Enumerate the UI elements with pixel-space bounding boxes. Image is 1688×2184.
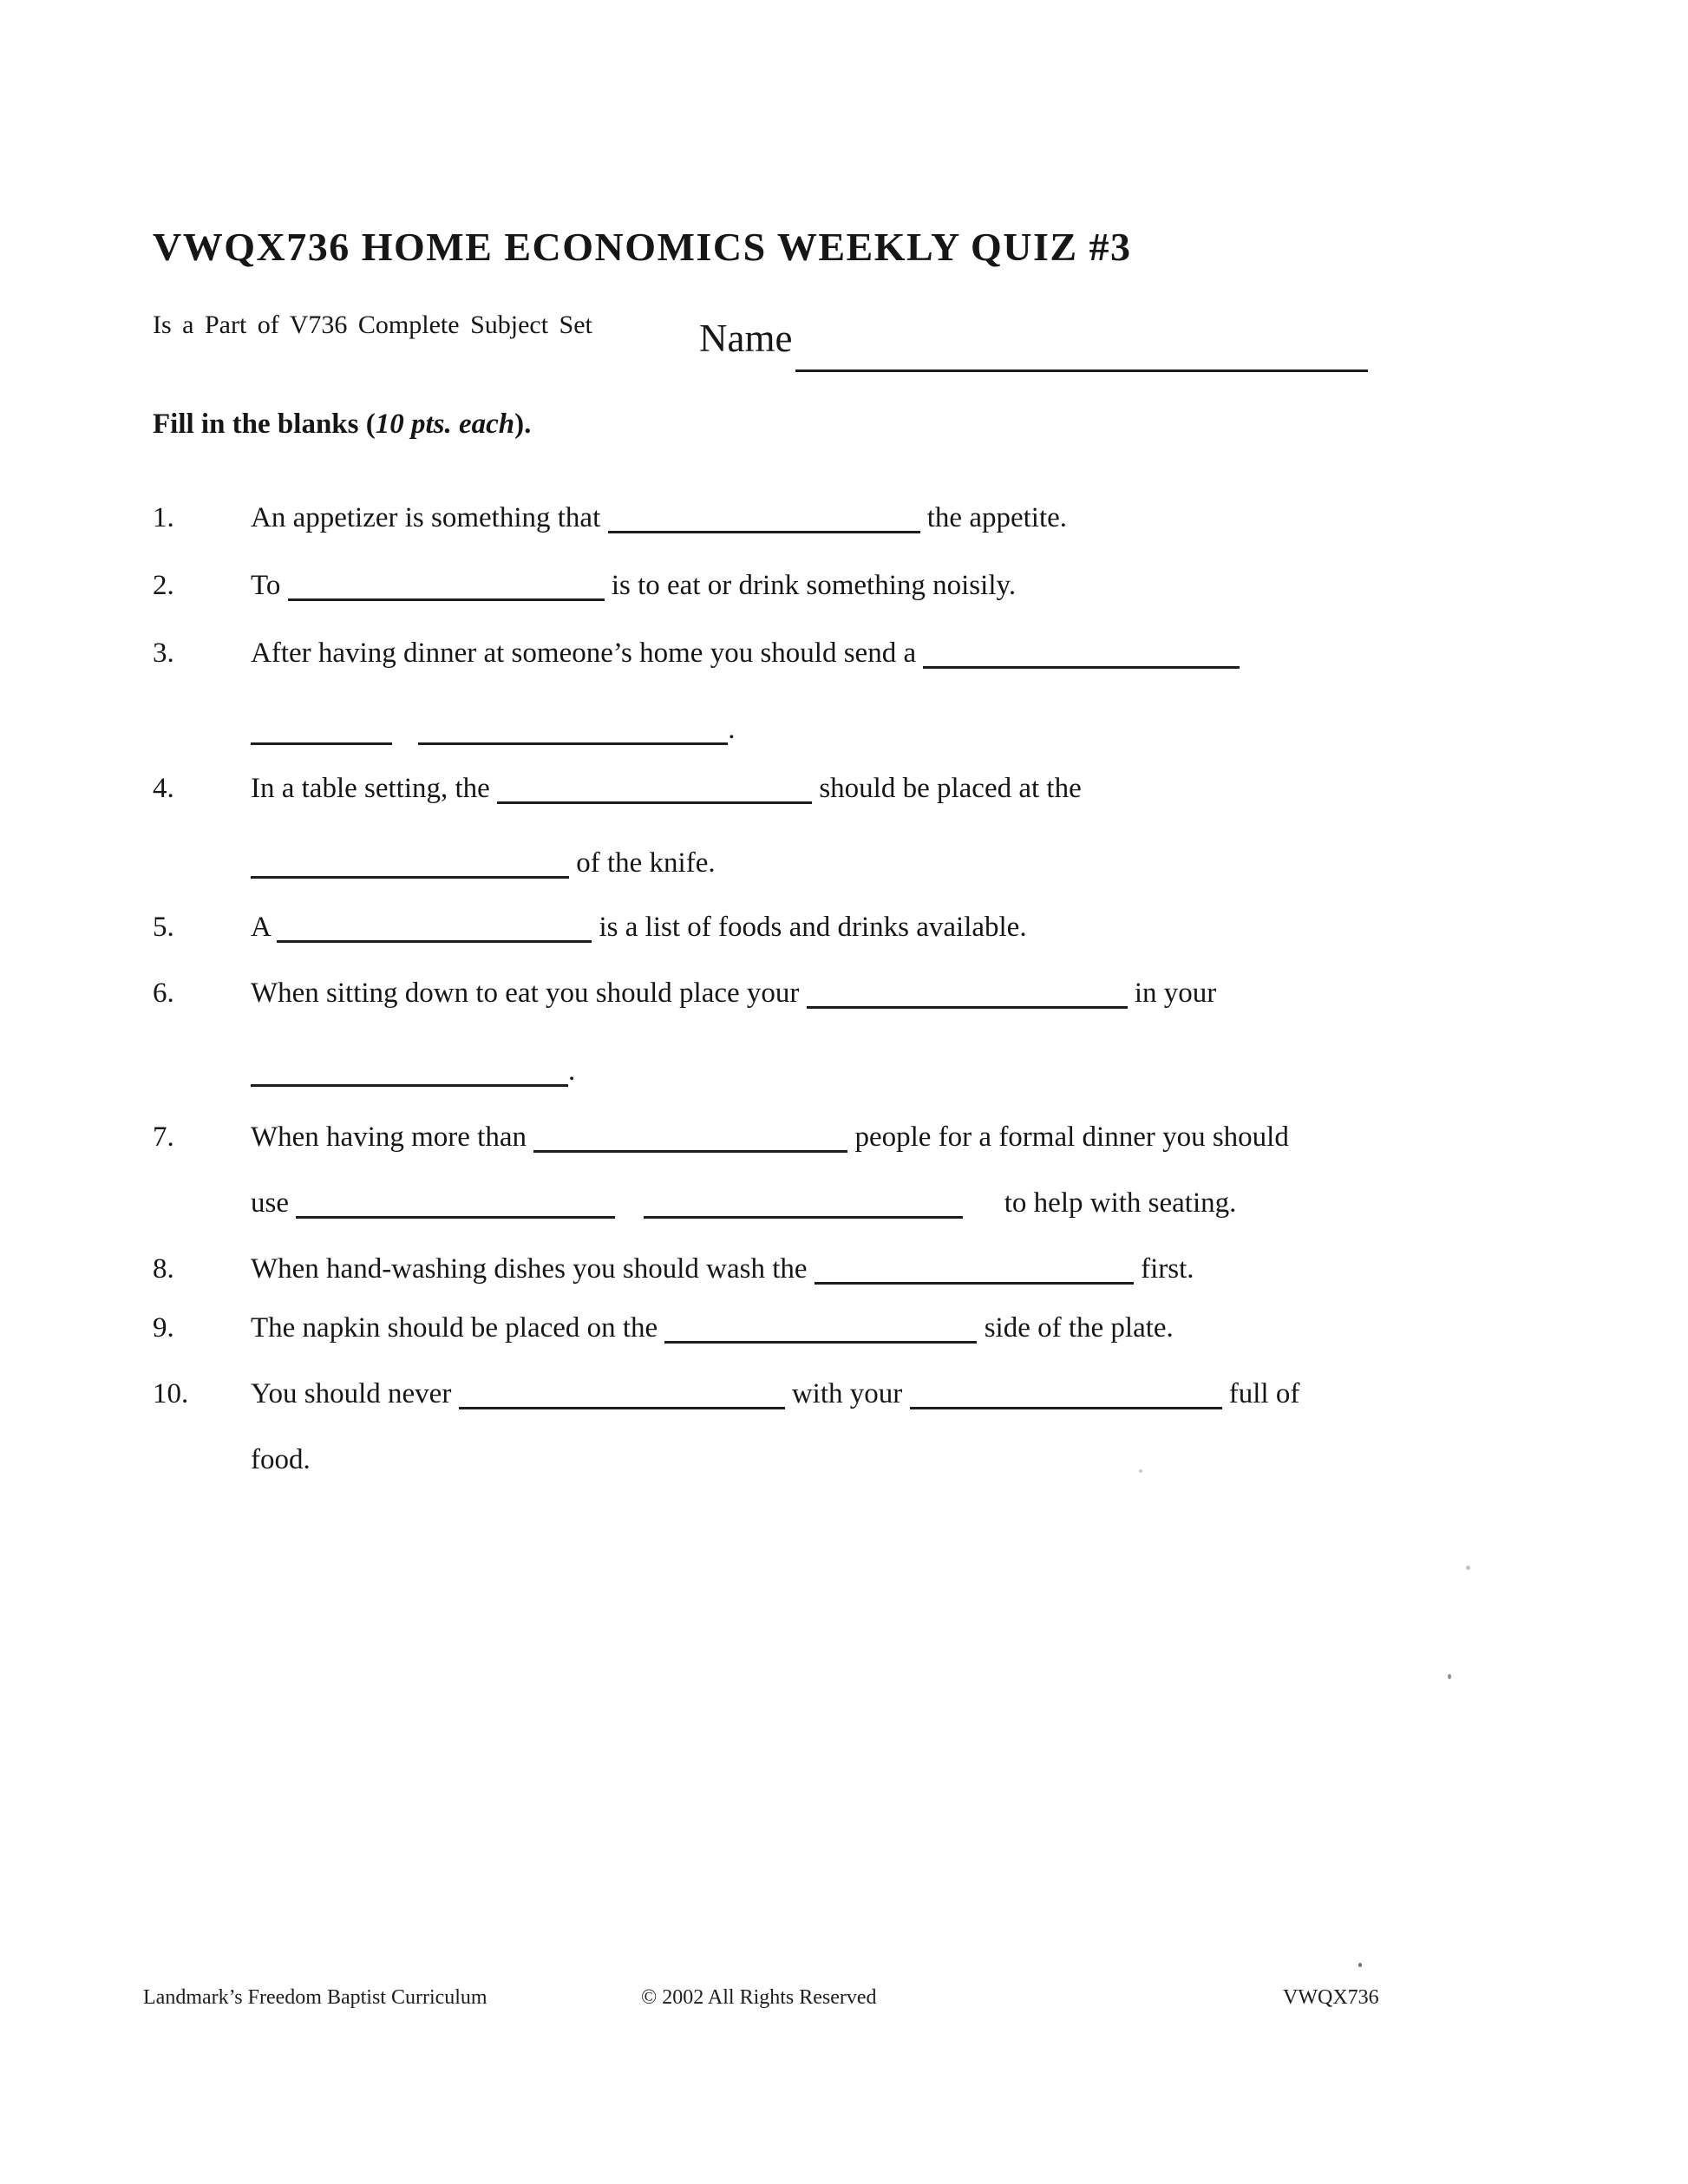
name-input-line[interactable]: [795, 345, 1368, 372]
question-body: [251, 1442, 311, 1477]
question-text: .: [568, 1056, 576, 1087]
question-number: 6.: [153, 978, 174, 1009]
question-body: [251, 1252, 1194, 1286]
question-number: 8.: [153, 1253, 174, 1285]
page-title: VWQX736 HOME ECONOMICS WEEKLY QUIZ #3: [153, 225, 1132, 269]
scan-speck: [1358, 1963, 1362, 1967]
question-line-1: [0, 500, 1688, 535]
question-text: When hand-washing dishes you should wash the: [251, 1253, 808, 1285]
question-body: [251, 846, 716, 880]
question-text: use: [251, 1187, 289, 1219]
question-body: [251, 1186, 1236, 1220]
question-text: In a table setting, the: [251, 773, 490, 804]
question-body: [251, 1311, 1174, 1345]
answer-blank[interactable]: [533, 1138, 847, 1153]
scan-speck: [1139, 1469, 1142, 1473]
question-text: food.: [251, 1444, 311, 1475]
question-text: The napkin should be placed on the: [251, 1312, 658, 1344]
instructions-suffix: ).: [514, 409, 532, 440]
footer-code: VWQX736: [1283, 1986, 1379, 2009]
question-body: [251, 568, 1016, 603]
answer-blank[interactable]: [288, 586, 605, 601]
answer-blank[interactable]: [497, 789, 812, 804]
question-number: 5.: [153, 912, 174, 943]
question-text: to help with seating.: [1004, 1187, 1237, 1219]
question-line-3: [0, 636, 1688, 670]
question-body: [251, 712, 736, 747]
answer-blank[interactable]: [251, 730, 392, 745]
question-number: 2.: [153, 570, 174, 601]
answer-blank[interactable]: [910, 1395, 1222, 1409]
name-label: Name: [699, 317, 793, 360]
answer-blank[interactable]: [923, 654, 1240, 669]
question-text: the appetite.: [926, 502, 1068, 533]
answer-blank[interactable]: [296, 1204, 615, 1219]
question-number: 1.: [153, 502, 174, 533]
question-line-6: [0, 976, 1688, 1010]
question-line-5: [0, 910, 1688, 945]
answer-blank[interactable]: [251, 864, 569, 879]
question-body: [251, 910, 1027, 945]
question-body: [251, 771, 1082, 806]
question-text: side of the plate.: [984, 1312, 1174, 1344]
question-text: A: [251, 912, 271, 943]
question-number: 4.: [153, 773, 174, 804]
question-line-10: [0, 1376, 1688, 1411]
question-line-3b: [0, 712, 1688, 747]
question-text: people for a formal dinner you should: [854, 1121, 1289, 1153]
question-text: You should never: [251, 1378, 452, 1409]
question-line-8: [0, 1252, 1688, 1286]
footer-publisher: Landmark’s Freedom Baptist Curriculum: [143, 1986, 487, 2009]
question-text: should be placed at the: [819, 773, 1082, 804]
answer-blank[interactable]: [815, 1270, 1134, 1285]
question-line-7b: [0, 1186, 1688, 1220]
answer-blank[interactable]: [418, 730, 728, 745]
question-text: After having dinner at someone’s home you should send a: [251, 638, 917, 669]
question-text: To: [251, 570, 281, 601]
instructions: [153, 407, 531, 441]
question-number: 7.: [153, 1121, 174, 1153]
question-body: [251, 500, 1067, 535]
question-body: [251, 976, 1216, 1010]
question-text: When sitting down to eat you should place your: [251, 978, 800, 1009]
answer-blank[interactable]: [277, 928, 592, 943]
question-text: full of: [1228, 1378, 1300, 1409]
answer-blank[interactable]: [644, 1204, 963, 1219]
question-text: .: [728, 714, 736, 745]
scan-speck: [1448, 1674, 1451, 1679]
answer-blank[interactable]: [459, 1395, 785, 1409]
footer-copyright: © 2002 All Rights Reserved: [641, 1986, 877, 2009]
scan-speck: [1466, 1566, 1470, 1570]
question-text: with your: [791, 1378, 903, 1409]
answer-blank[interactable]: [251, 1072, 568, 1087]
question-line-10b: [0, 1442, 1688, 1477]
answer-blank[interactable]: [664, 1329, 977, 1344]
question-line-4b: [0, 846, 1688, 880]
instructions-points: 10 pts. each: [375, 409, 515, 440]
question-line-4: [0, 771, 1688, 806]
question-body: [251, 636, 1240, 670]
question-line-2: [0, 568, 1688, 603]
question-text: is a list of foods and drinks available.: [599, 912, 1027, 943]
answer-blank[interactable]: [807, 994, 1128, 1009]
question-text: When having more than: [251, 1121, 527, 1153]
question-line-7: [0, 1120, 1688, 1154]
question-number: 10.: [153, 1378, 189, 1409]
question-text: is to eat or drink something noisily.: [611, 570, 1017, 601]
question-line-9: [0, 1311, 1688, 1345]
question-body: [251, 1376, 1299, 1411]
question-line-6b: [0, 1054, 1688, 1089]
question-text: first.: [1141, 1253, 1194, 1285]
question-number: 9.: [153, 1312, 174, 1344]
answer-blank[interactable]: [608, 519, 920, 533]
subtitle: Is a Part of V736 Complete Subject Set: [153, 311, 592, 339]
instructions-prefix: Fill in the blanks (: [153, 409, 376, 440]
question-text: An appetizer is something that: [251, 502, 601, 533]
question-number: 3.: [153, 638, 174, 669]
question-text: in your: [1134, 978, 1217, 1009]
question-body: [251, 1054, 575, 1089]
question-body: [251, 1120, 1289, 1154]
question-text: of the knife.: [576, 847, 716, 879]
